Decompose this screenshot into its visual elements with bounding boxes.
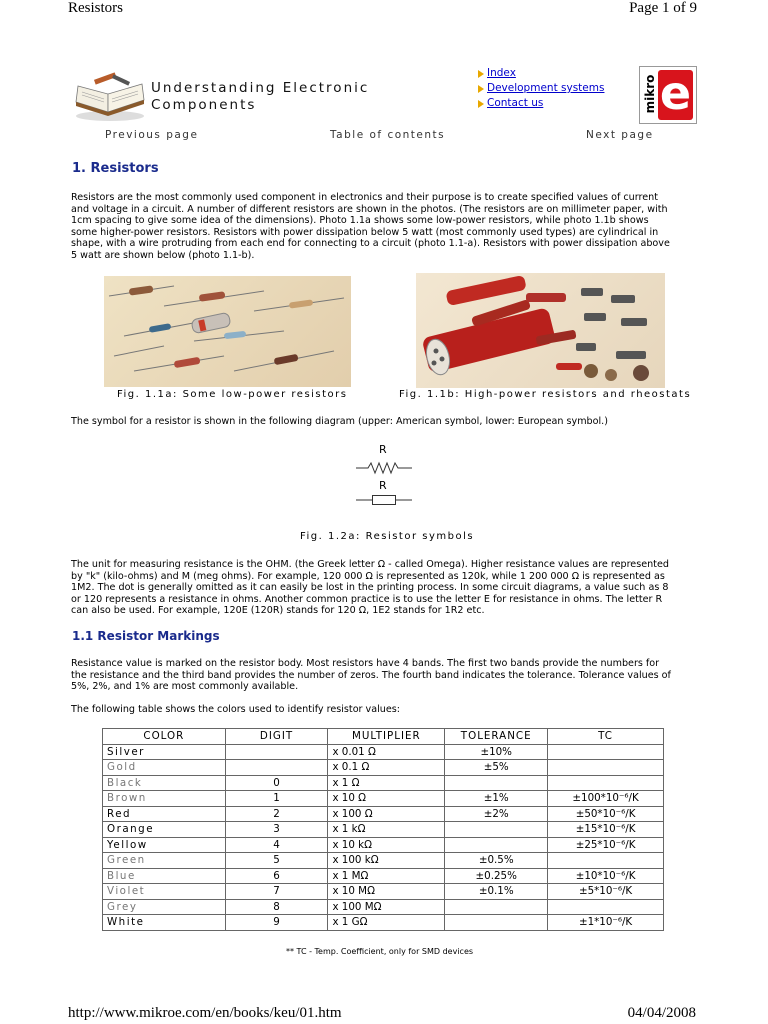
subsection-title: 1.1 Resistor Markings [72, 629, 220, 643]
cell-color: Green [103, 853, 226, 869]
table-row [103, 744, 664, 760]
cell-tc: ±5*10⁻⁶/K [548, 884, 664, 900]
table-row [103, 853, 664, 869]
cell-tc [548, 744, 664, 760]
cell-tc: ±10*10⁻⁶/K [548, 868, 664, 884]
cell-mult: x 100 kΩ [328, 853, 445, 869]
book-icon [72, 72, 147, 122]
cell-color: White [103, 915, 226, 931]
link-contact-us[interactable]: Contact us [487, 97, 544, 109]
unit-paragraph: The unit for measuring resistance is the OHM. (the Greek letter Ω - called Omega). Higher resistance values are represented by "k" (kilo-ohms) and M (meg ohms). For example, 120 000 Ω is represented as 120k, while 1 200 000 Ω is represented as 1M2. The dot is generally omitted as it can easily be lost in the printing process. In some circuit diagrams, a value such as 8 or 120 represents a resistance in ohms. Another common practice is to use the letter E for resistance in ohms. The letter R can also be used. For example, 120E (120R) stands for 120 Ω, 1E2 stands for 1R2 etc. [71, 559, 669, 617]
cell-mult: x 10 Ω [328, 791, 445, 807]
cell-mult: x 10 MΩ [328, 884, 445, 900]
cell-tc [548, 760, 664, 776]
cell-digit [225, 760, 328, 776]
cell-tol [445, 915, 548, 931]
cell-tc [548, 899, 664, 915]
cell-color: Grey [103, 899, 226, 915]
cell-digit: 1 [225, 791, 328, 807]
header-tolerance: TOLERANCE [445, 729, 548, 745]
cell-mult: x 1 MΩ [328, 868, 445, 884]
cell-mult: x 100 MΩ [328, 899, 445, 915]
quick-links [478, 66, 604, 111]
cell-tol [445, 899, 548, 915]
next-page-link[interactable]: Next page [586, 129, 654, 141]
cell-tc: ±100*10⁻⁶/K [548, 791, 664, 807]
cell-color: Black [103, 775, 226, 791]
print-footer-url: http://www.mikroe.com/en/books/keu/01.htm [68, 1005, 342, 1021]
table-row [103, 884, 664, 900]
cell-mult: x 100 Ω [328, 806, 445, 822]
print-header-page: Page 1 of 9 [629, 0, 697, 16]
table-intro: The following table shows the colors used to identify resistor values: [71, 704, 400, 715]
link-development-systems[interactable]: Development systems [487, 82, 605, 94]
arrow-icon [478, 85, 484, 93]
site-title [151, 80, 369, 114]
site-title-line2: Components [151, 97, 257, 113]
cell-mult: x 10 kΩ [328, 837, 445, 853]
arrow-icon [478, 100, 484, 108]
table-header-row [103, 729, 664, 745]
cell-tc [548, 853, 664, 869]
header-multiplier: MULTIPLIER [328, 729, 445, 745]
header-color: COLOR [103, 729, 226, 745]
symbol-intro-text: The symbol for a resistor is shown in the following diagram (upper: American symbol, lower: European symbol.) [71, 416, 608, 427]
cell-digit: 9 [225, 915, 328, 931]
cell-digit: 4 [225, 837, 328, 853]
cell-digit: 3 [225, 822, 328, 838]
cell-tol: ±10% [445, 744, 548, 760]
print-footer-date: 04/04/2008 [627, 1005, 696, 1021]
cell-tol [445, 775, 548, 791]
table-row [103, 775, 664, 791]
cell-tc: ±15*10⁻⁶/K [548, 822, 664, 838]
cell-tc [548, 775, 664, 791]
cell-mult: x 0.1 Ω [328, 760, 445, 776]
table-row [103, 868, 664, 884]
cell-color: Yellow [103, 837, 226, 853]
symbol-label-american: R [379, 443, 387, 456]
cell-digit: 6 [225, 868, 328, 884]
cell-digit: 7 [225, 884, 328, 900]
cell-tc: ±50*10⁻⁶/K [548, 806, 664, 822]
table-row [103, 791, 664, 807]
logo-text: mikro [643, 74, 657, 114]
cell-mult: x 0.01 Ω [328, 744, 445, 760]
american-resistor-symbol [356, 460, 412, 479]
link-index[interactable]: Index [487, 67, 516, 79]
cell-tol: ±0.5% [445, 853, 548, 869]
cell-tol [445, 822, 548, 838]
cell-digit: 2 [225, 806, 328, 822]
fig-1-2a-caption: Fig. 1.2a: Resistor symbols [300, 531, 475, 542]
cell-tc: ±25*10⁻⁶/K [548, 837, 664, 853]
table-row [103, 806, 664, 822]
fig-1-1b-caption: Fig. 1.1b: High-power resistors and rheostats [399, 389, 692, 400]
mikroe-logo[interactable] [639, 66, 697, 124]
table-note: ** TC - Temp. Coefficient, only for SMD devices [286, 947, 474, 956]
european-resistor-symbol [356, 492, 412, 511]
cell-digit: 8 [225, 899, 328, 915]
cell-color: Brown [103, 791, 226, 807]
table-row [103, 899, 664, 915]
cell-mult: x 1 GΩ [328, 915, 445, 931]
fig-1-1a-caption: Fig. 1.1a: Some low-power resistors [117, 389, 348, 400]
table-row [103, 837, 664, 853]
logo-letter: e [659, 66, 692, 120]
cell-tol [445, 837, 548, 853]
cell-digit [225, 744, 328, 760]
previous-page-link[interactable]: Previous page [105, 129, 199, 141]
intro-paragraph: Resistors are the most commonly used component in electronics and their purpose is to create specified values of current and voltage in a circuit. A number of different resistors are shown in the photos. (The resistors are on millimeter paper, with 1cm spacing to give some idea of the dimensions). Photo 1.1a shows some low-power resistors, while photo 1.1b shows some higher-power resistors. Resistors with power dissipation below 5 watt (most commonly used types) are cylindrical in shape, with a wire protruding from each end for connecting to a circuit (photo 1.1-a). Resistors with power dissipation above 5 watt are shown below (photo 1.1-b). [71, 192, 670, 261]
photo-high-power-resistors [416, 273, 665, 388]
table-row [103, 822, 664, 838]
table-row [103, 915, 664, 931]
cell-tol: ±0.1% [445, 884, 548, 900]
arrow-icon [478, 70, 484, 78]
cell-color: Silver [103, 744, 226, 760]
header-tc: TC [548, 729, 664, 745]
header-digit: DIGIT [225, 729, 328, 745]
section-title: 1. Resistors [72, 161, 159, 176]
site-title-line1: Understanding Electronic [151, 80, 370, 96]
cell-digit: 0 [225, 775, 328, 791]
cell-mult: x 1 Ω [328, 775, 445, 791]
markings-paragraph: Resistance value is marked on the resistor body. Most resistors have 4 bands. The first two bands provide the numbers for the resistance and the third band provides the number of zeros. The fourth band indicates the tolerance. Tolerance values of 5%, 2%, and 1% are most commonly available. [71, 658, 671, 693]
cell-tol: ±5% [445, 760, 548, 776]
cell-digit: 5 [225, 853, 328, 869]
cell-color: Violet [103, 884, 226, 900]
photo-low-power-resistors [104, 276, 351, 387]
table-row [103, 760, 664, 776]
symbol-label-european: R [379, 479, 387, 492]
cell-color: Orange [103, 822, 226, 838]
cell-tol: ±1% [445, 791, 548, 807]
cell-color: Red [103, 806, 226, 822]
resistor-color-table [102, 728, 664, 931]
cell-tol: ±2% [445, 806, 548, 822]
cell-mult: x 1 kΩ [328, 822, 445, 838]
cell-color: Blue [103, 868, 226, 884]
cell-tol: ±0.25% [445, 868, 548, 884]
cell-tc: ±1*10⁻⁶/K [548, 915, 664, 931]
print-header-title: Resistors [68, 0, 124, 16]
table-of-contents-link[interactable]: Table of contents [330, 129, 446, 141]
cell-color: Gold [103, 760, 226, 776]
